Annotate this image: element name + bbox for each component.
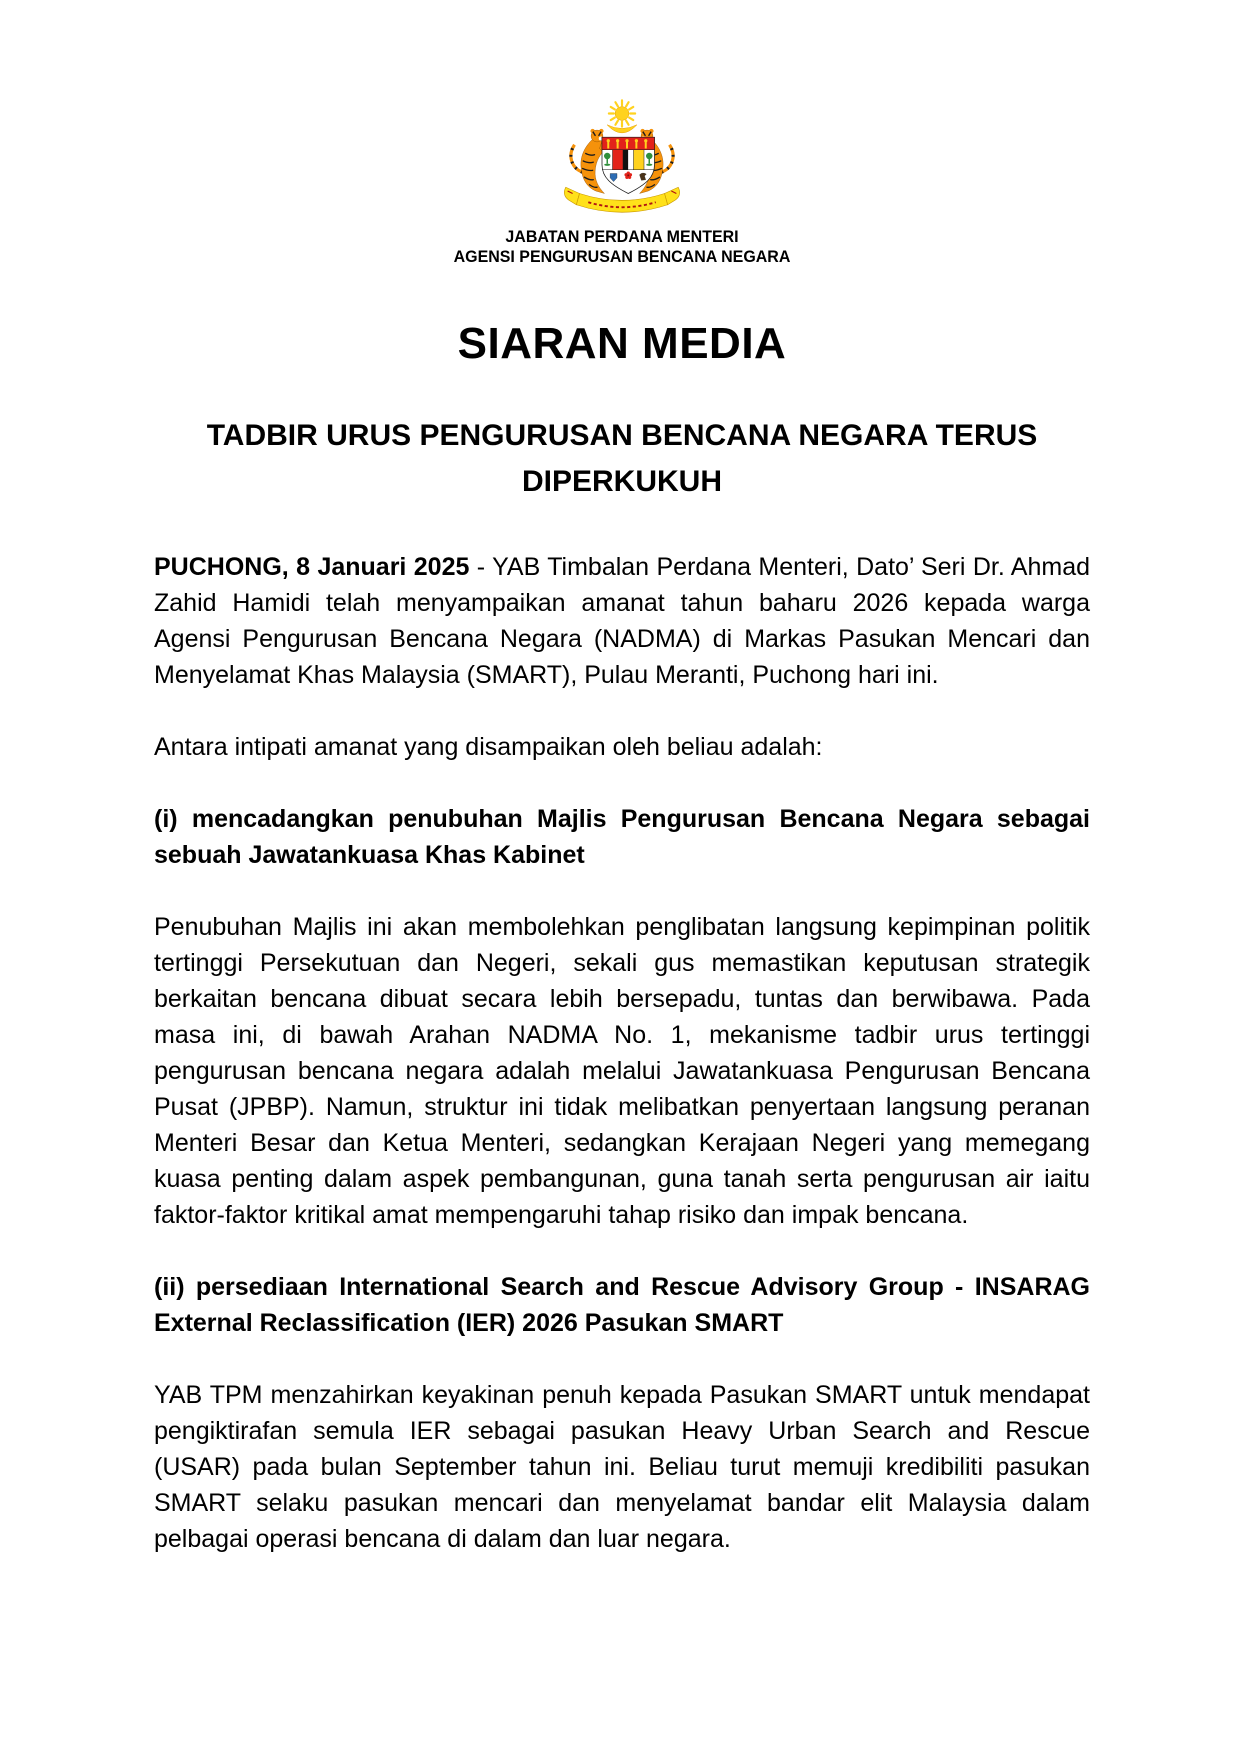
document-body (154, 549, 1090, 1557)
tiger-left-icon (571, 129, 607, 194)
paragraph-intro: Antara intipati amanat yang disampaikan oleh beliau adalah: (154, 733, 823, 761)
letterhead (154, 96, 1090, 267)
coat-of-arms-icon (547, 96, 697, 221)
document-title: SIARAN MEDIA (457, 319, 787, 368)
paragraph-dateline (154, 549, 1090, 693)
paragraph-section-i: Penubuhan Majlis ini akan membolehkan penglibatan langsung kepimpinan politik tertinggi Persekutuan dan Negeri, sekali gus memastikan keputusan strategik berkaitan bencana dibuat secara lebih bersepadu, tuntas dan berwibawa. Pada masa ini, di bawah Arahan NADMA No. 1, mekanisme tadbir urus tertinggi pengurusan bencana negara adalah melalui Jawatankuasa Pengurusan Bencana Pusat (JPBP). Namun, struktur ini tidak melibatkan penyertaan langsung peranan Menteri Besar dan Ketua Menteri, sedangkan Kerajaan Negeri yang memegang kuasa penting dalam aspek pembangunan, guna tanah serta pengurusan air iaitu faktor-faktor kritikal amat mempengaruhi tahap risiko dan impak bencana. (154, 913, 1090, 1229)
banner-ribbon (564, 187, 679, 212)
department-name: JABATAN PERDANA MENTERI (505, 227, 739, 246)
agency-name-block (154, 227, 1090, 267)
agency-name: AGENSI PENGURUSAN BENCANA NEGARA (453, 247, 791, 266)
paragraph-section-ii: YAB TPM menzahirkan keyakinan penuh kepada Pasukan SMART untuk mendapat pengiktirafan semula IER sebagai pasukan Heavy Urban Search and Rescue (USAR) pada bulan September tahun ini. Beliau turut memuji kredibiliti pasukan SMART selaku pasukan mencari dan menyelamat bandar elit Malaysia dalam pelbagai operasi bencana di dalam dan luar negara. (154, 1381, 1090, 1553)
document-headline: TADBIR URUS PENGURUSAN BENCANA NEGARA TERUS DIPERKUKUH (206, 419, 1038, 498)
paragraph-1-text: - YAB Timbalan Perdana Menteri, Dato’ Seri Dr. Ahmad Zahid Hamidi telah menyampaikan amanat tahun baharu 2026 kepada warga Agensi Pengurusan Bencana Negara (NADMA) di Markas Pasukan Mencari dan Menyelamat Khas Malaysia (SMART), Pulau Meranti, Puchong hari ini. (154, 553, 1090, 689)
dateline: PUCHONG, 8 Januari 2025 (154, 553, 470, 581)
malaysia-coat-of-arms-logo (154, 96, 1090, 221)
section-heading-i: (i) mencadangkan penubuhan Majlis Pengurusan Bencana Negara sebagai sebuah Jawatankuasa Khas Kabinet (154, 805, 1090, 869)
sun-icon (609, 100, 635, 126)
section-heading-ii: (ii) persediaan International Search and Rescue Advisory Group - INSARAG External Reclassification (IER) 2026 Pasukan SMART (154, 1273, 1090, 1337)
